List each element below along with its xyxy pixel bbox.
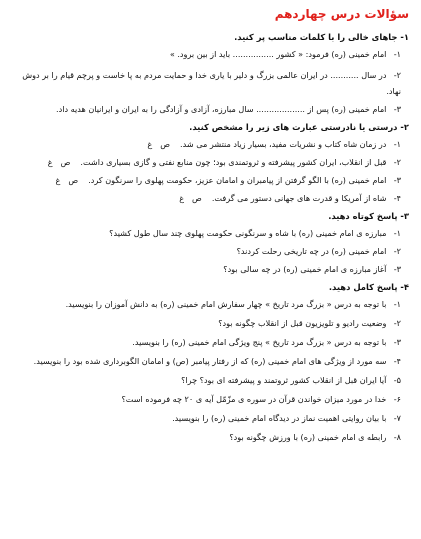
question-number: ۲-	[393, 246, 401, 256]
question-number: ۳-	[393, 104, 401, 114]
option-false: غ	[179, 193, 185, 203]
section-heading: ۲- درستی یا نادرستی عبارت های زیر را مشخص کنید.	[189, 122, 409, 132]
option-true: ص	[160, 139, 171, 149]
section-fill-in-blanks	[10, 32, 409, 115]
question-text: شاه از آمریکا و قدرت های جهانی دستور می گرفت.	[211, 193, 387, 203]
question-text: در زمان شاه کتاب و نشریات مفید، بسیار زیاد منتشر می شد.	[180, 139, 387, 149]
question-number: ۲-	[393, 70, 401, 80]
question-item	[10, 67, 401, 99]
option-false: غ	[55, 175, 61, 185]
question-text: امام خمینی (ره) با الگو گرفتن از پیامبران و امامان عزیز، حکومت پهلوی را سرنگون کرد.	[88, 175, 387, 185]
question-text: رابطه ی امام خمینی (ره) با ورزش چگونه بود؟	[229, 432, 387, 442]
question-text: با بیان روایتی اهمیت نماز در دیدگاه امام خمینی (ره) را بنویسید.	[172, 413, 387, 423]
section-short-answer	[10, 211, 409, 275]
question-item	[10, 104, 401, 115]
question-number: ۲-	[393, 318, 401, 328]
question-number: ۴-	[393, 193, 401, 203]
option-false: غ	[47, 157, 53, 167]
option-false: غ	[147, 139, 153, 149]
question-item	[10, 193, 401, 204]
question-text: با توجه به درس « بزرگ مرد تاریخ » چهار سفارش امام خمینی (ره) به دانش آموزان را بنویسید.	[65, 299, 387, 309]
question-item	[10, 299, 401, 310]
question-item	[10, 375, 401, 386]
page-title: سؤالات درس چهاردهم	[274, 7, 409, 21]
question-number: ۷-	[393, 413, 401, 423]
section-heading: ۴- پاسخ کامل دهید.	[328, 282, 409, 292]
section-heading: ۱- جاهای خالی را با کلمات مناسب پر کنید.	[234, 32, 409, 42]
question-text: آغاز مبارزه ی امام خمینی (ره) در چه سالی بود؟	[223, 264, 387, 274]
question-text: آیا ایران قبل از انقلاب کشور ثروتمند و پیشرفته ای بود؟ چرا؟	[181, 375, 387, 385]
question-item	[10, 356, 401, 367]
section-true-false	[10, 122, 409, 204]
question-item	[10, 337, 401, 348]
question-text: با توجه به درس « بزرگ مرد تاریخ » پنج ویژگی امام خمینی (ره) را بنویسید.	[132, 337, 387, 347]
question-text: قبل از انقلاب، ایران کشور پیشرفته و ثروتمندی بود؛ چون منابع نفتی و گازی بسیاری داشت.	[80, 157, 387, 167]
question-number: ۲-	[393, 157, 401, 167]
question-number: ۱-	[393, 299, 401, 309]
question-number: ۳-	[393, 264, 401, 274]
question-text: امام خمینی (ره) فرمود: « کشور ................ باید از بین برود. »	[169, 49, 387, 59]
question-number: ۳-	[393, 337, 401, 347]
question-item	[10, 139, 401, 150]
question-text: مبارزه ی امام خمینی (ره) با شاه و سرنگونی حکومت پهلوی چند سال طول کشید؟	[109, 228, 387, 238]
question-item	[10, 432, 401, 443]
question-item	[10, 157, 401, 168]
question-text: خدا در مورد میزان خواندن قرآن در سوره ی مزّمّل آیه ی ۲۰ چه فرموده است؟	[121, 394, 387, 404]
option-true: ص	[192, 193, 202, 203]
question-text: امام خمینی (ره) در چه تاریخی رحلت کردند؟	[236, 246, 387, 256]
option-true: ص	[60, 157, 71, 167]
question-number: ۱-	[393, 139, 401, 149]
question-item	[10, 246, 401, 257]
section-full-answer	[10, 282, 409, 443]
question-text: امام خمینی (ره) پس از ................... سال مبارزه، آزادی و آزادگی را به ایران و ایرانیان هدیه داد.	[56, 104, 387, 114]
question-number: ۴-	[393, 356, 401, 366]
question-number: ۵-	[393, 375, 401, 385]
section-heading: ۳- پاسخ کوتاه دهید.	[328, 211, 409, 221]
question-text: در سال ........... در ایران عالمی بزرگ و دلیر با یاری خدا و حمایت مردم به پا خاست و پرچم قیام را بر دوش نهاد.	[22, 70, 401, 96]
question-number: ۳-	[393, 175, 401, 185]
question-item	[10, 413, 401, 424]
question-number: ۶-	[393, 394, 401, 404]
question-text: وضعیت رادیو و تلویزیون قبل از انقلاب چگونه بود؟	[218, 318, 387, 328]
question-number: ۸-	[393, 432, 401, 442]
question-item	[10, 175, 401, 186]
question-item	[10, 264, 401, 275]
question-number: ۱-	[393, 228, 401, 238]
question-item	[10, 49, 401, 60]
question-item	[10, 394, 401, 405]
option-true: ص	[68, 175, 79, 185]
question-text: سه مورد از ویژگی های امام خمینی (ره) که از رفتار پیامبر (ص) و امامان الگوبرداری شده بود را بنویسید.	[33, 356, 387, 366]
question-item	[10, 228, 401, 239]
question-number: ۱-	[393, 49, 401, 59]
question-item	[10, 318, 401, 329]
